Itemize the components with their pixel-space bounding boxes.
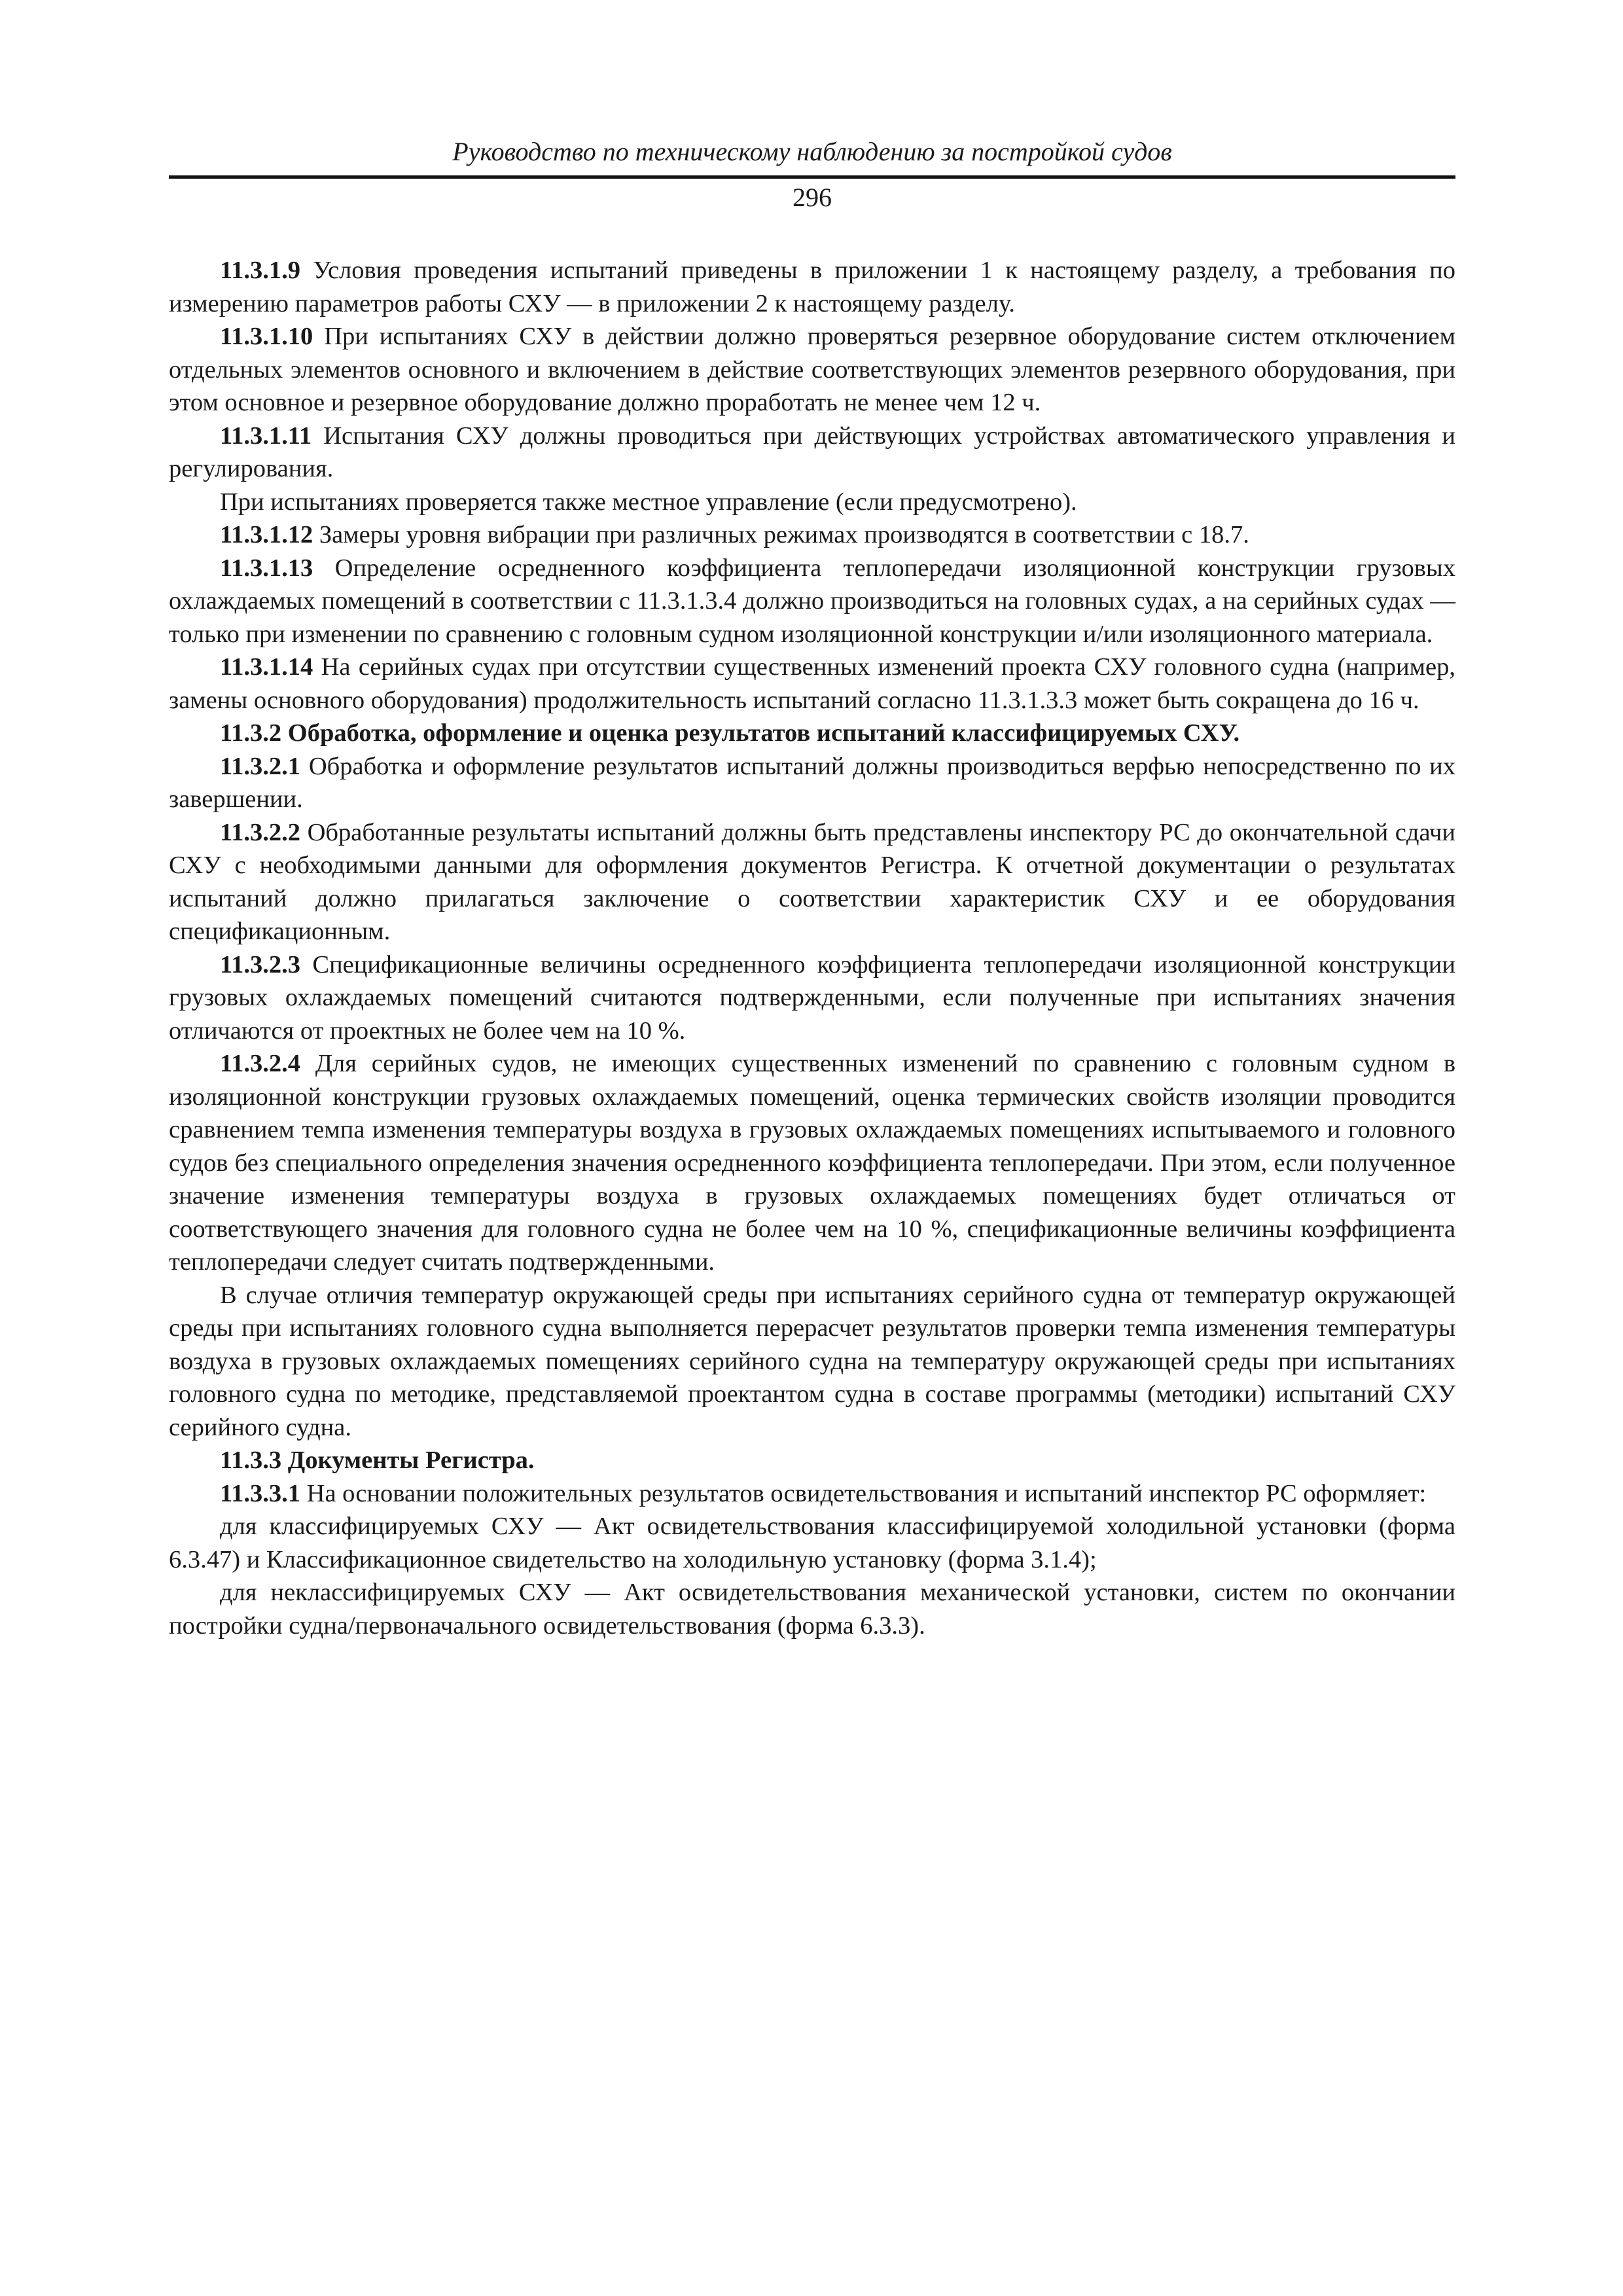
paragraph-text: В случае отличия температур окружающей среды при испытаниях серийного судна от температур окружающей среды при испытаниях головного судна выполняется перерасчет результатов проверки темпа изменения температуры воздуха в грузовых охлаждаемых помещениях серийного судна на температуру окружающей среды при испытаниях головного судна по методике, представляемой проектантом судна в составе программы (методики) испытаний СХУ серийного судна. bbox=[169, 1281, 1455, 1441]
clause-number: 11.3.2.2 bbox=[220, 818, 301, 846]
clause-number: 11.3.1.14 bbox=[220, 653, 313, 681]
body-text bbox=[169, 254, 1455, 1642]
paragraph bbox=[169, 1576, 1455, 1642]
paragraph bbox=[169, 1477, 1455, 1511]
paragraph bbox=[169, 1510, 1455, 1576]
paragraph-text: для классифицируемых СХУ — Акт освидетельствования классифицируемой холодильной установки (форма 6.3.47) и Классификационное свидетельство на холодильную установку (форма 3.1.4); bbox=[169, 1513, 1455, 1573]
paragraph-text: При испытаниях проверяется также местное управление (если предусмотрено). bbox=[220, 488, 1077, 516]
paragraph-text: На основании положительных результатов освидетельствования и испытаний инспектор РС оформляет: bbox=[300, 1479, 1427, 1507]
paragraph-text: для неклассифицируемых СХУ — Акт освидетельствования механической установки, систем по окончании постройки судна/первоначального освидетельствования (форма 6.3.3). bbox=[169, 1579, 1455, 1640]
paragraph bbox=[169, 420, 1455, 486]
page-number: 296 bbox=[793, 183, 832, 212]
paragraph bbox=[169, 1047, 1455, 1279]
paragraph-text: Документы Регистра. bbox=[281, 1446, 535, 1474]
paragraph-text: На серийных судах при отсутствии существенных изменений проекта СХУ головного судна (например, замены основного оборудования) продолжительность испытаний согласно 11.3.1.3.3 может быть сокращена до 16 ч. bbox=[169, 653, 1455, 714]
paragraph-text: Условия проведения испытаний приведены в приложении 1 к настоящему разделу, а требования по измерению параметров работы СХУ — в приложении 2 к настоящему разделу. bbox=[169, 257, 1455, 317]
paragraph-text: Замеры уровня вибрации при различных режимах производятся в соответствии с 18.7. bbox=[313, 521, 1249, 548]
clause-number: 11.3.2.4 bbox=[220, 1050, 301, 1077]
paragraph bbox=[169, 552, 1455, 651]
paragraph-text: Для серийных судов, не имеющих существенных изменений по сравнению с головным судном в изоляционной конструкции грузовых охлаждаемых помещений, оценка термических свойств изоляции проводится сравнением темпа изменения температуры воздуха в грузовых охлаждаемых помещениях испытываемого и головного судов без специального определения значения осредненного коэффициента теплопередачи. При этом, если полученное значение изменения температуры воздуха в грузовых охлаждаемых помещениях будет отличаться от соответствующего значения для головного судна не более чем на 10 %, спецификационные величины коэффициента теплопередачи следует считать подтвержденными. bbox=[169, 1050, 1455, 1276]
paragraph bbox=[169, 486, 1455, 519]
paragraph bbox=[169, 320, 1455, 420]
clause-number: 11.3.1.9 bbox=[220, 257, 301, 284]
section-heading bbox=[169, 717, 1455, 750]
paragraph-text: Определение осредненного коэффициента теплопередачи изоляционной конструкции грузовых охлаждаемых помещений в соответствии с 11.3.1.3.4 должно производиться на головных судах, а на серийных судах — только при изменении по сравнению с головным судном изоляционной конструкции и/или изоляционного материала. bbox=[169, 554, 1455, 648]
paragraph-text: Обработка и оформление результатов испытаний должны производиться верфью непосредственно по их завершении. bbox=[169, 752, 1455, 813]
paragraph bbox=[169, 651, 1455, 717]
paragraph-text: При испытаниях СХУ в действии должно проверяться резервное оборудование систем отключением отдельных элементов основного и включением в действие соответствующих элементов резервного оборудования, при этом основное и резервное оборудование должно проработать не менее чем 12 ч. bbox=[169, 323, 1455, 416]
paragraph-text: Обработанные результаты испытаний должны быть представлены инспектору РС до окончательной сдачи СХУ с необходимыми данными для оформления документов Регистра. К отчетной документации о результатах испытаний должно прилагаться заключение о соответствии характеристик СХУ и ее оборудования спецификационным. bbox=[169, 818, 1455, 945]
clause-number: 11.3.2 bbox=[220, 719, 282, 747]
clause-number: 11.3.3 bbox=[220, 1446, 282, 1474]
clause-number: 11.3.2.3 bbox=[220, 950, 301, 978]
clause-number: 11.3.1.11 bbox=[220, 422, 312, 450]
paragraph bbox=[169, 518, 1455, 552]
paragraph bbox=[169, 948, 1455, 1048]
clause-number: 11.3.1.13 bbox=[220, 554, 313, 582]
clause-number: 11.3.1.12 bbox=[220, 521, 313, 548]
clause-number: 11.3.2.1 bbox=[220, 752, 301, 780]
paragraph-text: Обработка, оформление и оценка результатов испытаний классифицируемых СХУ. bbox=[281, 719, 1240, 747]
header-rule bbox=[169, 175, 1455, 179]
paragraph-text: Испытания СХУ должны проводиться при действующих устройствах автоматического управления и регулирования. bbox=[169, 422, 1455, 482]
running-header: Руководство по техническому наблюдению за постройкой судов bbox=[452, 137, 1172, 166]
paragraph bbox=[169, 254, 1455, 320]
paragraph bbox=[169, 816, 1455, 948]
paragraph bbox=[169, 750, 1455, 816]
section-heading bbox=[169, 1444, 1455, 1477]
clause-number: 11.3.3.1 bbox=[220, 1479, 301, 1507]
paragraph-text: Спецификационные величины осредненного коэффициента теплопередачи изоляционной конструкции грузовых охлаждаемых помещений считаются подтвержденными, если полученные при испытаниях значения отличаются от проектных не более чем на 10 %. bbox=[169, 950, 1455, 1045]
paragraph bbox=[169, 1279, 1455, 1444]
clause-number: 11.3.1.10 bbox=[220, 323, 313, 350]
